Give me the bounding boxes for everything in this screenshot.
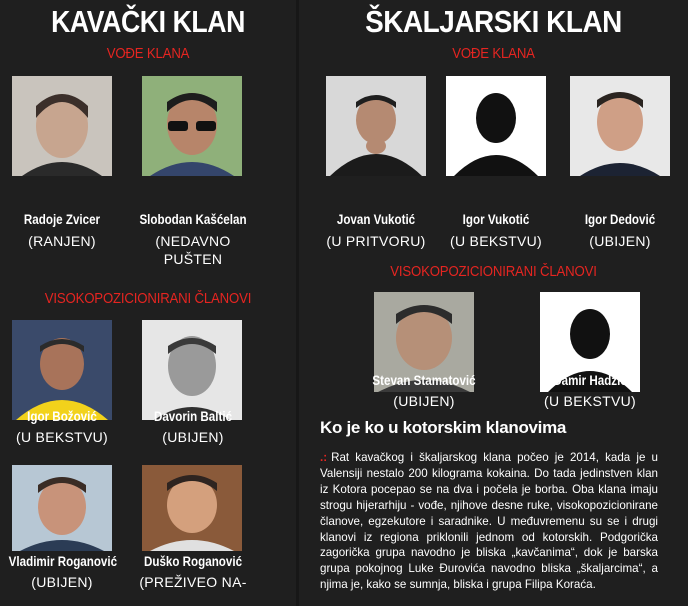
status-igor-dedovic: (UBIJEN) [589, 233, 651, 249]
column-divider [296, 0, 299, 606]
right-members-label: VISOKOPOZICIONIRANI ČLANOVI [390, 263, 597, 280]
portrait-radoje-zvicer [12, 76, 112, 176]
portrait-davorin-baltic [142, 320, 242, 420]
name-igor-dedovic: Igor Dedović [584, 212, 656, 227]
name-dusko-roganovic: Duško Roganović [143, 554, 243, 569]
article-text: Rat kavačkog i škaljarskog klana počeo je 2014, kada je u Valensiji nestalo 200 kilograma kokaina. Do tada jedinstven klan iz Kotora pocepao se na dva i počela je borba. Oba klana imaju strogu hijerarhiju - vođe, njihove desne ruke, visokopozicionirane članove, egzekutore i saradnike. U međuvremenu su se i drugi klanovi iz regiona priklonili jednom od kotorskih. Podgorička zagorička grupa navodno je bliska „kavčanima“, dok je barska grupa pokojnog Luke Đurovića navodno bliska „škaljarcima“, a njima je, kako se sumnja, bliska i grupa Filipa Koraća. [320, 451, 658, 592]
status-igor-bozovic: (U BEKSTVU) [16, 429, 108, 445]
status-davorin-baltic: (UBIJEN) [162, 429, 224, 445]
status-radoje-zvicer: (RANJEN) [28, 233, 96, 249]
status-jovan-vukotic: (U PRITVORU) [326, 233, 426, 249]
portrait-vladimir-roganovic [12, 465, 112, 551]
portrait-dusko-roganovic [142, 465, 242, 551]
status-slobodan-kascelan: (NEDAVNO [155, 233, 231, 249]
name-igor-vukotic: Igor Vukotić [462, 212, 530, 227]
article-body [320, 450, 658, 593]
name-davorin-baltic: Davorin Baltić [153, 409, 233, 424]
name-slobodan-kascelan: Slobodan Kašćelan [139, 212, 247, 227]
name-radoje-zvicer: Radoje Zvicer [23, 212, 101, 227]
portrait-igor-bozovic [12, 320, 112, 420]
status-igor-vukotic: (U BEKSTVU) [450, 233, 542, 249]
status-dusko-roganovic: (PREŽIVEO NA- [139, 574, 247, 590]
name-jovan-vukotic: Jovan Vukotić [336, 212, 416, 227]
left-leaders-label: VOĐE KLANA [106, 45, 190, 62]
status-stevan-stamatovic: (UBIJEN) [393, 393, 455, 409]
status-slobodan-kascelan-line2: PUŠTEN [163, 251, 223, 267]
left-members-label: VISOKOPOZICIONIRANI ČLANOVI [44, 290, 252, 307]
status-damir-hadzic: (U BEKSTVU) [544, 393, 636, 409]
name-vladimir-roganovic: Vladimir Roganović [8, 554, 118, 569]
name-stevan-stamatovic: Stevan Stamatović [372, 373, 476, 388]
portrait-slobodan-kascelan [142, 76, 242, 176]
right-leaders-label: VOĐE KLANA [452, 45, 535, 62]
name-damir-hadzic: Damir Hadžić [553, 373, 627, 388]
article-heading: Ko je ko u kotorskim klanovima [320, 418, 567, 437]
portrait-igor-dedovic [570, 76, 670, 176]
right-clan-title: ŠKALJARSKI KLAN [365, 4, 622, 39]
article-bullet: .: [320, 451, 328, 464]
status-vladimir-roganovic: (UBIJEN) [31, 574, 93, 590]
portrait-igor-vukotic-silhouette [446, 76, 546, 176]
portrait-jovan-vukotic [326, 76, 426, 176]
name-igor-bozovic: Igor Božović [27, 409, 97, 424]
left-clan-title: KAVAČKI KLAN [51, 4, 245, 39]
